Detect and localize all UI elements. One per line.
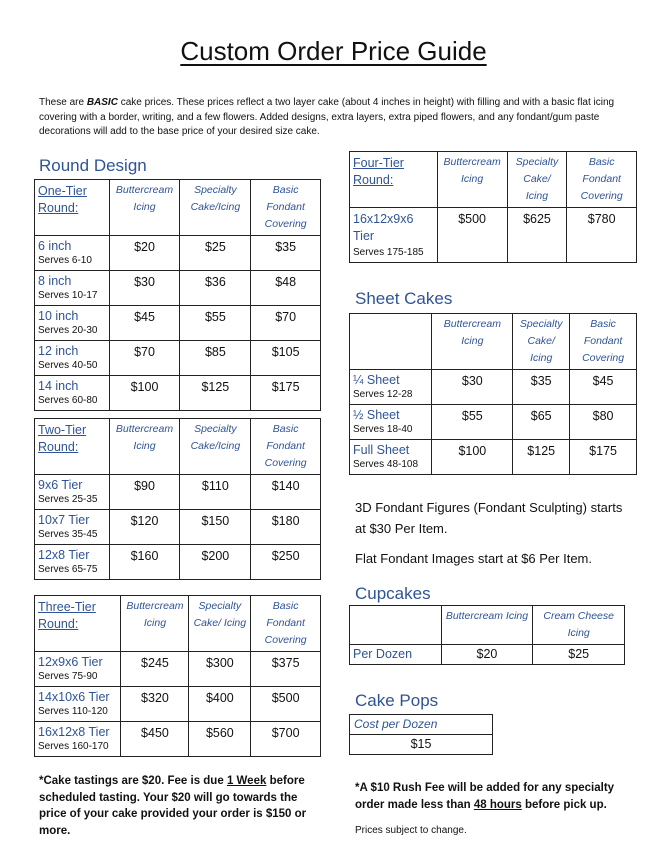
row-name: 8 inch bbox=[38, 274, 72, 288]
price-cell: $100 bbox=[432, 440, 513, 475]
row-name: 6 inch bbox=[38, 239, 72, 253]
price-cell: $85 bbox=[180, 341, 251, 376]
row-name: 16x12x9x6 Tier bbox=[353, 212, 414, 243]
price-cell: $125 bbox=[513, 440, 570, 475]
cupcakes-title: Cupcakes bbox=[355, 584, 431, 603]
price-cell: $105 bbox=[251, 341, 321, 376]
row-name: 10x7 Tier bbox=[38, 513, 90, 527]
row-serves: Serves 75-90 bbox=[38, 671, 98, 682]
row-name: Per Dozen bbox=[353, 647, 413, 661]
price-cell: $450 bbox=[121, 722, 189, 757]
row-serves: Serves 18-40 bbox=[353, 424, 413, 435]
header-specialty: Specialty Cake/Icing bbox=[180, 180, 251, 236]
row-serves: Serves 35-45 bbox=[38, 529, 98, 540]
cake-pops-title: Cake Pops bbox=[355, 691, 439, 710]
price-cell: $25 bbox=[533, 645, 625, 665]
price-cell: $55 bbox=[432, 405, 513, 440]
row-name: 12x8 Tier bbox=[38, 548, 90, 562]
header-buttercream: Buttercream Icing bbox=[109, 419, 180, 475]
price-cell: $70 bbox=[109, 341, 180, 376]
row-name: 10 inch bbox=[38, 309, 79, 323]
price-cell: $65 bbox=[513, 405, 570, 440]
header-fondant: Basic Fondant Covering bbox=[251, 596, 321, 652]
row-name: ½ Sheet bbox=[353, 408, 400, 422]
price-cell: $36 bbox=[180, 271, 251, 306]
price-cell: $160 bbox=[109, 545, 180, 580]
row-serves: Serves 6-10 bbox=[38, 255, 92, 266]
price-cell: $375 bbox=[251, 652, 321, 687]
row-name: 9x6 Tier bbox=[38, 478, 83, 492]
price-cell: $55 bbox=[180, 306, 251, 341]
row-serves: Serves 40-50 bbox=[38, 360, 98, 371]
one-tier-corner: One-Tier Round: bbox=[35, 180, 110, 236]
one-tier-table bbox=[34, 179, 321, 411]
price-cell: $300 bbox=[189, 652, 251, 687]
table-row bbox=[35, 341, 321, 376]
flat-fondant-note: Flat Fondant Images start at $6 Per Item. bbox=[355, 551, 592, 566]
table-row bbox=[350, 208, 637, 263]
price-cell: $35 bbox=[251, 236, 321, 271]
price-cell: $400 bbox=[189, 687, 251, 722]
price-cell: $500 bbox=[437, 208, 507, 263]
sheet-cakes-table bbox=[349, 313, 637, 475]
table-row bbox=[35, 306, 321, 341]
table-row bbox=[350, 440, 637, 475]
header-fondant: Basic Fondant Covering bbox=[251, 419, 321, 475]
three-tier-table bbox=[34, 595, 321, 757]
price-cell: $175 bbox=[251, 376, 321, 411]
header-specialty: Specialty Cake/Icing bbox=[180, 419, 251, 475]
price-cell: $90 bbox=[109, 475, 180, 510]
price-cell: $70 bbox=[251, 306, 321, 341]
table-row bbox=[350, 645, 625, 665]
basic-emphasis: BASIC bbox=[86, 97, 118, 108]
price-cell: $140 bbox=[251, 475, 321, 510]
row-name: 14 inch bbox=[38, 379, 79, 393]
two-tier-table bbox=[34, 418, 321, 580]
table-row bbox=[35, 475, 321, 510]
price-cell: $200 bbox=[180, 545, 251, 580]
table-row bbox=[35, 236, 321, 271]
price-cell: $125 bbox=[180, 376, 251, 411]
price-cell: $175 bbox=[570, 440, 637, 475]
cost-per-dozen-header: Cost per Dozen bbox=[350, 715, 493, 735]
four-tier-table bbox=[349, 151, 637, 263]
price-cell: $15 bbox=[350, 735, 493, 755]
row-name: 16x12x8 Tier bbox=[38, 725, 110, 739]
price-cell: $80 bbox=[570, 405, 637, 440]
header-specialty: Specialty Cake/ Icing bbox=[513, 314, 570, 370]
price-cell: $700 bbox=[251, 722, 321, 757]
row-serves: Serves 12-28 bbox=[353, 389, 413, 400]
two-tier-corner: Two-Tier Round: bbox=[35, 419, 110, 475]
price-cell: $30 bbox=[432, 370, 513, 405]
row-name: 12x9x6 Tier bbox=[38, 655, 103, 669]
price-cell: $25 bbox=[180, 236, 251, 271]
fondant-figures-note: 3D Fondant Figures (Fondant Sculpting) starts at $30 Per Item. bbox=[355, 500, 623, 536]
table-row bbox=[35, 687, 321, 722]
table-row bbox=[35, 722, 321, 757]
header-fondant: Basic Fondant Covering bbox=[570, 314, 637, 370]
price-cell: $180 bbox=[251, 510, 321, 545]
round-design-title: Round Design bbox=[39, 156, 147, 175]
cake-pops-table bbox=[349, 714, 493, 755]
intro-paragraph: These are BASIC cake prices. These prices reflect a two layer cake (about 4 inches in height) with filling and with a basic flat icing covering with a border, writing, and a few flowers. Added designs, extra layers, extra piped flowers, and any fondant/gum paste decorations will add to the base price of your desired size cake. bbox=[39, 97, 615, 138]
table-row bbox=[350, 370, 637, 405]
price-cell: $320 bbox=[121, 687, 189, 722]
table-row bbox=[35, 652, 321, 687]
header-buttercream: Buttercream Icing bbox=[432, 314, 513, 370]
price-cell: $30 bbox=[109, 271, 180, 306]
row-name: 12 inch bbox=[38, 344, 79, 358]
table-row bbox=[35, 545, 321, 580]
row-name: 14x10x6 Tier bbox=[38, 690, 110, 704]
table-row bbox=[350, 405, 637, 440]
header-specialty: Specialty Cake/ Icing bbox=[507, 152, 567, 208]
header-fondant: Basic Fondant Covering bbox=[251, 180, 321, 236]
header-fondant: Basic Fondant Covering bbox=[567, 152, 637, 208]
price-cell: $120 bbox=[109, 510, 180, 545]
disclaimer: Prices subject to change. bbox=[355, 825, 467, 836]
cupcakes-table bbox=[349, 605, 625, 665]
price-cell: $100 bbox=[109, 376, 180, 411]
row-name: ¼ Sheet bbox=[353, 373, 400, 387]
price-cell: $500 bbox=[251, 687, 321, 722]
row-serves: Serves 175-185 bbox=[353, 247, 424, 258]
price-cell: $20 bbox=[109, 236, 180, 271]
header-buttercream: Buttercream Icing bbox=[121, 596, 189, 652]
rush-fee-note: *A $10 Rush Fee will be added for any specialty order made less than 48 hours before pick up. bbox=[355, 782, 615, 811]
price-cell: $20 bbox=[441, 645, 533, 665]
price-cell: $150 bbox=[180, 510, 251, 545]
row-name: Full Sheet bbox=[353, 443, 410, 457]
tasting-note: *Cake tastings are $20. Fee is due 1 Week before scheduled tasting. Your $20 will go towards the price of your cake provided your order is $150 or more. bbox=[39, 775, 307, 837]
price-cell: $560 bbox=[189, 722, 251, 757]
header-buttercream: Buttercream Icing bbox=[437, 152, 507, 208]
price-cell: $48 bbox=[251, 271, 321, 306]
price-cell: $780 bbox=[567, 208, 637, 263]
price-cell: $250 bbox=[251, 545, 321, 580]
table-row bbox=[35, 376, 321, 411]
page-title: Custom Order Price Guide bbox=[180, 36, 487, 66]
row-serves: Serves 48-108 bbox=[353, 459, 419, 470]
row-serves: Serves 10-17 bbox=[38, 290, 98, 301]
price-cell: $45 bbox=[109, 306, 180, 341]
header-cream-cheese: Cream Cheese Icing bbox=[533, 606, 625, 645]
sheet-cakes-title: Sheet Cakes bbox=[355, 289, 453, 308]
price-cell: $245 bbox=[121, 652, 189, 687]
table-row bbox=[35, 271, 321, 306]
row-serves: Serves 160-170 bbox=[38, 741, 109, 752]
price-cell: $35 bbox=[513, 370, 570, 405]
row-serves: Serves 20-30 bbox=[38, 325, 98, 336]
four-tier-corner: Four-Tier Round: bbox=[350, 152, 438, 208]
row-serves: Serves 60-80 bbox=[38, 395, 98, 406]
price-cell: $110 bbox=[180, 475, 251, 510]
price-cell: $45 bbox=[570, 370, 637, 405]
three-tier-corner: Three-Tier Round: bbox=[35, 596, 121, 652]
row-serves: Serves 65-75 bbox=[38, 564, 98, 575]
table-row bbox=[35, 510, 321, 545]
row-serves: Serves 25-35 bbox=[38, 494, 98, 505]
price-cell: $625 bbox=[507, 208, 567, 263]
row-serves: Serves 110-120 bbox=[38, 706, 108, 717]
header-specialty: Specialty Cake/ Icing bbox=[189, 596, 251, 652]
header-buttercream: Buttercream Icing bbox=[109, 180, 180, 236]
header-buttercream: Buttercream Icing bbox=[441, 606, 533, 645]
